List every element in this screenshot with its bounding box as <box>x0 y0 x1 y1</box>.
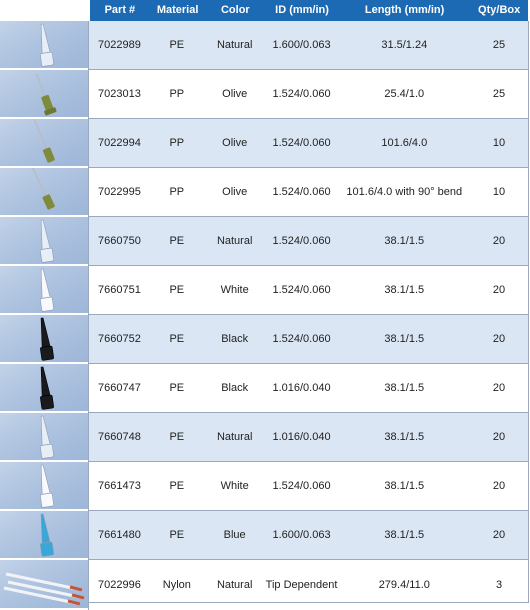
part-number-cell: 7022989 <box>98 39 141 51</box>
table-row <box>0 413 530 461</box>
row-cells <box>88 168 528 216</box>
tapered-tip-blue-image <box>0 511 88 559</box>
part-number-cell: 7022995 <box>98 186 141 198</box>
row-cells <box>88 217 528 265</box>
table-row <box>0 511 530 559</box>
table-row <box>0 119 530 167</box>
material-cell: PE <box>169 480 185 492</box>
header-qty: Qty/Box <box>478 4 521 16</box>
row-cells <box>88 315 528 363</box>
length-cell: 38.1/1.5 <box>384 235 425 247</box>
tapered-tip-white-image <box>0 266 88 314</box>
qty-per-box-cell: 25 <box>492 39 506 51</box>
header-material: Material <box>156 4 199 16</box>
row-cells <box>88 364 528 412</box>
material-cell: PE <box>169 235 185 247</box>
color-cell: Natural <box>216 431 253 443</box>
header-length: Length (mm/in) <box>364 4 445 16</box>
qty-per-box-cell: 20 <box>492 235 506 247</box>
row-cells <box>88 511 528 559</box>
material-cell: PE <box>169 284 185 296</box>
inner-diameter-cell: 1.524/0.060 <box>272 186 331 198</box>
header-id: ID (mm/in) <box>275 4 329 16</box>
color-cell: White <box>220 480 249 492</box>
material-cell: PE <box>169 39 185 51</box>
part-number-cell: 7660752 <box>98 333 141 345</box>
length-cell: 38.1/1.5 <box>384 333 425 345</box>
material-cell: PP <box>169 137 185 149</box>
material-cell: PE <box>169 382 185 394</box>
material-cell: PP <box>169 88 185 100</box>
table-row <box>0 21 530 69</box>
tapered-tip-natural-image <box>0 217 88 265</box>
color-cell: White <box>220 284 249 296</box>
qty-per-box-cell: 20 <box>492 529 506 541</box>
header-color: Color <box>220 4 250 16</box>
color-cell: Blue <box>223 529 246 541</box>
table-header <box>0 0 530 21</box>
inner-diameter-cell: 1.524/0.060 <box>272 480 331 492</box>
table-row <box>0 462 530 510</box>
row-cells <box>88 266 528 314</box>
material-cell: Nylon <box>162 579 191 591</box>
inner-diameter-cell: 1.016/0.040 <box>272 382 331 394</box>
inner-diameter-cell: Tip Dependent <box>265 579 338 591</box>
part-number-cell: 7661473 <box>98 480 141 492</box>
part-number-cell: 7023013 <box>98 88 141 100</box>
length-cell: 38.1/1.5 <box>384 480 425 492</box>
row-cells <box>88 21 528 69</box>
color-cell: Black <box>221 333 249 345</box>
row-cells <box>88 413 528 461</box>
table-row <box>0 266 530 314</box>
table-row <box>0 70 530 118</box>
material-cell: PE <box>169 431 185 443</box>
color-cell: Natural <box>216 39 253 51</box>
length-cell: 31.5/1.24 <box>381 39 428 51</box>
qty-per-box-cell: 10 <box>492 137 506 149</box>
color-cell: Olive <box>222 88 248 100</box>
color-cell: Black <box>221 382 249 394</box>
qty-per-box-cell: 3 <box>495 579 503 591</box>
qty-per-box-cell: 20 <box>492 382 506 394</box>
part-number-cell: 7661480 <box>98 529 141 541</box>
qty-per-box-cell: 20 <box>492 480 506 492</box>
color-cell: Natural <box>216 579 253 591</box>
inner-diameter-cell: 1.524/0.060 <box>272 284 331 296</box>
needle-tip-olive-image <box>0 70 88 118</box>
length-cell: 38.1/1.5 <box>384 382 425 394</box>
table-row <box>0 315 530 363</box>
qty-per-box-cell: 20 <box>492 431 506 443</box>
qty-per-box-cell: 20 <box>492 333 506 345</box>
length-cell: 101.6/4.0 <box>381 137 428 149</box>
inner-diameter-cell: 1.016/0.040 <box>272 431 331 443</box>
row-cells <box>88 70 528 118</box>
inner-diameter-cell: 1.524/0.060 <box>272 88 331 100</box>
inner-diameter-cell: 1.600/0.063 <box>272 529 331 541</box>
qty-per-box-cell: 10 <box>492 186 506 198</box>
row-cells <box>88 462 528 510</box>
part-number-cell: 7660751 <box>98 284 141 296</box>
long-needle-olive-image <box>0 119 88 167</box>
inner-diameter-cell: 1.600/0.063 <box>272 39 331 51</box>
color-cell: Natural <box>216 235 253 247</box>
table-right-border <box>528 21 529 603</box>
length-cell: 101.6/4.0 with 90° bend <box>346 186 463 198</box>
material-cell: PE <box>169 333 185 345</box>
tapered-tip-white-image <box>0 462 88 510</box>
length-cell: 38.1/1.5 <box>384 431 425 443</box>
part-number-cell: 7660748 <box>98 431 141 443</box>
tapered-tip-black-image <box>0 364 88 412</box>
part-number-cell: 7022996 <box>98 579 141 591</box>
part-number-cell: 7660747 <box>98 382 141 394</box>
length-cell: 38.1/1.5 <box>384 529 425 541</box>
tapered-tip-black-image <box>0 315 88 363</box>
length-cell: 25.4/1.0 <box>384 88 425 100</box>
tapered-tip-natural-image <box>0 21 88 69</box>
table-row <box>0 168 530 216</box>
part-number-cell: 7022994 <box>98 137 141 149</box>
header-image-column <box>0 0 89 21</box>
material-cell: PP <box>169 186 185 198</box>
row-cells <box>88 119 528 167</box>
length-cell: 279.4/11.0 <box>378 579 430 591</box>
bent-needle-olive-image <box>0 168 88 216</box>
header-cells <box>89 0 528 21</box>
color-cell: Olive <box>222 137 248 149</box>
table-body <box>0 21 530 610</box>
color-cell: Olive <box>222 186 248 198</box>
inner-diameter-cell: 1.524/0.060 <box>272 235 331 247</box>
table-row <box>0 217 530 265</box>
material-cell: PE <box>169 529 185 541</box>
tapered-tip-natural-image <box>0 413 88 461</box>
part-number-cell: 7660750 <box>98 235 141 247</box>
table-row <box>0 364 530 412</box>
length-cell: 38.1/1.5 <box>384 284 425 296</box>
qty-per-box-cell: 25 <box>492 88 506 100</box>
inner-diameter-cell: 1.524/0.060 <box>272 333 331 345</box>
header-part: Part # <box>104 4 136 16</box>
qty-per-box-cell: 20 <box>492 284 506 296</box>
inner-diameter-cell: 1.524/0.060 <box>272 137 331 149</box>
